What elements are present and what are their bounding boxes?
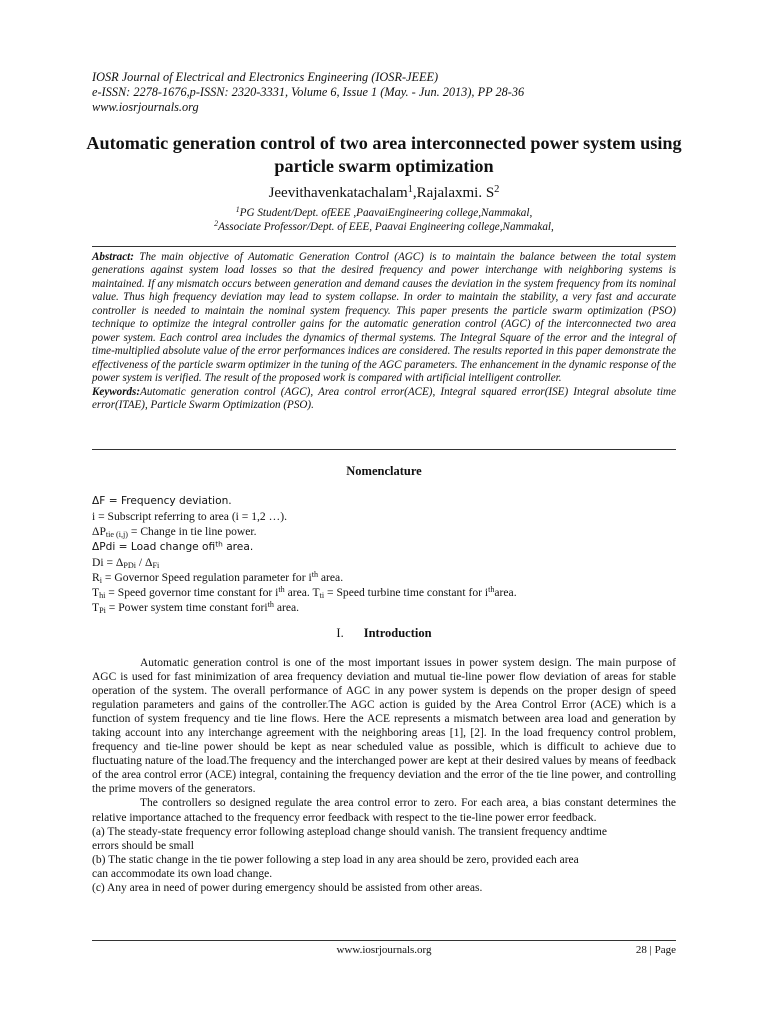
abstract-block	[92, 246, 676, 412]
nomen-power-system-constant	[92, 600, 517, 615]
nomen-tp-sup: th	[267, 600, 274, 610]
nomen-governor-regulation	[92, 570, 517, 585]
nomen-tt-sub: ti	[319, 591, 325, 601]
nomen-tie-symbol: ΔP	[92, 525, 106, 539]
nomen-pdi-text: ΔPdi = Load change ofi	[92, 540, 216, 553]
nomen-di-sub2: Fi	[152, 560, 160, 570]
nomen-tt-sup: th	[488, 585, 495, 595]
nomen-ri-symbol: R	[92, 571, 100, 585]
author-2-mark: 2	[494, 183, 500, 195]
footer-page-number: 28 | Page	[635, 944, 676, 956]
nomen-tp-text: = Power system time constant fori	[105, 601, 268, 615]
paper-title: Automatic generation control of two area interconnected power system using particle swarm optimization	[86, 133, 682, 176]
nomen-tie-sub: tie (i,j)	[105, 530, 128, 540]
abstract-paragraph	[92, 251, 676, 386]
criterion-a-line-1: (a) The steady-state frequency error following astepload change should vanish. The transient frequency andtime	[92, 825, 607, 838]
author-2: Rajalaxmi. S	[416, 185, 495, 201]
intro-paragraph-1: Automatic generation control is one of the most important issues in power system design. The main purpose of AGC is used for fast minimization of area frequency deviation and mutual tie-line power flow deviation of areas for stable operation of the system. The overall performance of AGC in any power system is depends on the proper design of speed regulation parameters and gains of the controller.The AGC action is guided by the Area Control Error (ACE) which is a function of system frequency and tie line flows. Here the ACE represents a mismatch between area load and generation by taking account into any interchange agreement with the neighboring areas [1], [2]. In the load frequency control problem, frequency and tie-line power should be kept as near scheduled value as possible, which is difficult to achieve due to fluctuating nature of the load.The frequency and the interchanged power are kept at their desired values by means of feedback of the area control error (ACE) integral, containing the frequency deviation and the error of the tie line power, and controlling the prime movers of the generators.	[92, 657, 676, 796]
footer-rule	[92, 940, 676, 941]
nomen-th-text: = Speed governor time constant for i	[105, 586, 279, 600]
nomen-frequency-deviation: ΔF = Frequency deviation.	[92, 495, 232, 507]
keywords-label: Keywords:	[92, 385, 141, 398]
journal-header	[92, 70, 524, 115]
nomen-th-sup: th	[278, 585, 285, 595]
author-line	[80, 184, 688, 202]
abstract-bottom-rule	[92, 449, 676, 450]
introduction-body	[92, 656, 676, 895]
nomen-tie-line	[92, 524, 517, 539]
nomen-tp-symbol: T	[92, 601, 100, 615]
nomenclature-list	[92, 494, 517, 616]
author-1: Jeevithavenkatachalam	[268, 185, 408, 201]
affiliations	[80, 206, 688, 234]
nomen-tp-end: area.	[273, 601, 300, 615]
nomen-time-constants	[92, 585, 517, 600]
nomen-ri-sub: i	[99, 576, 102, 586]
journal-website[interactable]: www.iosrjournals.org	[92, 100, 199, 114]
nomen-subscript: i = Subscript referring to area (i = 1,2 …).	[92, 510, 287, 524]
nomen-tt-text: = Speed turbine time constant for i	[324, 586, 489, 600]
section-title: Introduction	[363, 626, 432, 640]
nomen-load-change	[92, 540, 517, 555]
introduction-heading	[92, 626, 676, 641]
nomen-tp-sub: Pi	[99, 606, 106, 616]
criterion-b-line-1: (b) The static change in the tie power following a step load in any area should be zero, provided each area	[92, 853, 579, 866]
nomen-ri-sup: th	[311, 569, 318, 579]
criterion-a-line-2: errors should be small	[92, 839, 194, 852]
nomen-di-mid: / Δ	[136, 555, 153, 569]
nomen-di	[92, 555, 517, 570]
affiliation-2-mark: 2	[214, 219, 219, 229]
nomenclature-heading: Nomenclature	[346, 464, 422, 478]
journal-name: IOSR Journal of Electrical and Electronics Engineering (IOSR-JEEE)	[92, 70, 439, 84]
affiliation-1-mark: 1	[235, 205, 240, 215]
nomen-pdi-end: area.	[222, 540, 254, 553]
nomen-pdi-sup: th	[215, 538, 223, 548]
abstract-text: The main objective of Automatic Generation Control (AGC) is to maintain the balance between the total system generations against system load losses so that the desired frequency and power interchange with neighboring systems is maintained. If any mismatch occurs between generation and demand causes the deviation in the system frequency from its nominal value. Thus high frequency deviation may lead to system collapse. In order to maintain the stability, a very fast and accurate controller is needed to maintain the nominal system frequency. This paper presents the particle swarm optimization (PSO) technique to optimize the integral controller gains for the automatic generation control (AGC) of the interconnected two area power system. Each control area includes the dynamics of thermal systems. The Integral Square of the error and the integral of time-multiplied absolute value of the error performances indices are considered. The results reported in this paper demonstrate the effectiveness of the particle swarm optimizer in the tuning of the AGC parameters. The enhancement in the dynamic response of the power system is verified. The result of the proposed work is compared with artificial intelligent controller.	[92, 251, 676, 385]
keywords-paragraph	[92, 386, 676, 413]
criterion-c-line: (c) Any area in need of power during emergency should be assisted from other areas.	[92, 881, 483, 894]
author-separator: ,	[412, 185, 417, 201]
nomen-th-sub: hi	[99, 591, 106, 601]
affiliation-1-text: PG Student/Dept. ofEEE ,PaavaiEngineering college,Nammakal,	[239, 207, 533, 219]
nomen-tt-end: area.	[494, 586, 517, 600]
author-1-mark: 1	[407, 183, 413, 195]
nomen-tie-text: = Change in tie line power.	[127, 525, 257, 539]
nomen-th-end: area. T	[284, 586, 320, 600]
affiliation-2-text: Associate Professor/Dept. of EEE, Paavai Engineering college,Nammakal,	[218, 221, 554, 233]
nomen-ri-text: = Governor Speed regulation parameter for i	[102, 571, 312, 585]
nomen-di-sub1: PDi	[123, 560, 137, 570]
nomen-di-text: Di = Δ	[92, 555, 124, 569]
keywords-text: Automatic generation control (AGC), Area control error(ACE), Integral squared error(ISE) Integral absolute time error(ITAE), Particle Swarm Optimization (PSO).	[92, 385, 676, 411]
footer-url[interactable]: www.iosrjournals.org	[336, 944, 432, 956]
intro-paragraph-2: The controllers so designed regulate the area control error to zero. For each area, a bias constant determines the relative importance attached to the frequency error feedback with respect to the tie-line power error feedback.	[92, 797, 676, 824]
abstract-label: Abstract:	[92, 251, 134, 263]
nomen-th-symbol: T	[92, 586, 100, 600]
nomen-ri-end: area.	[318, 571, 344, 585]
journal-issn: e-ISSN: 2278-1676,p-ISSN: 2320-3331, Volume 6, Issue 1 (May. - Jun. 2013), PP 28-36	[92, 85, 525, 99]
affiliation-2	[80, 220, 688, 234]
criterion-b-line-2: can accommodate its own load change.	[92, 867, 273, 880]
section-number: I.	[336, 626, 344, 640]
affiliation-1	[80, 206, 688, 220]
